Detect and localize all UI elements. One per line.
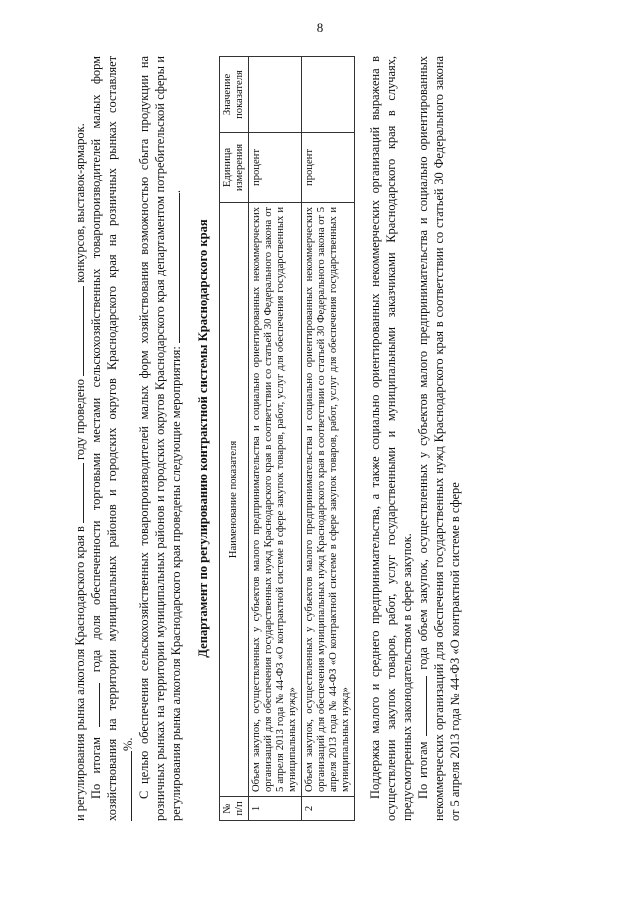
table-header-row [220,57,249,821]
bottom-paragraph-1: Поддержка малого и среднего предпринимательства, а также социально ориентированных некоммерческих организаций выражена в осуществлении закупок товаров, работ, услуг государственными и муниципальными заказчиками Краснодарского края в случаях, предусмотренных законодательством в сфере закупок. [368,56,414,821]
intro-text-1b: году проведено [73,379,87,460]
intro-paragraph-2 [88,56,136,821]
bottom-text-2a: По итогам [416,741,430,799]
intro-text-1c: конкурсов, выставок-ярмарок. [73,123,87,283]
blank-year-field-3 [416,676,427,736]
blank-measures-field [169,193,180,343]
header-unit: Единица измерения [220,133,249,203]
row-number: 2 [302,797,355,821]
row-value [249,57,302,133]
row-unit: процент [249,133,302,203]
intro-text-1: и регулирования рынка алкоголя Краснодарского края в [73,526,87,821]
row-number: 1 [249,797,302,821]
intro-text-2a: По итогам [89,737,103,799]
department-title: Департамент по регулированию контрактной системы Краснодарского края [196,219,210,658]
bottom-text-2b: года объем закупок, осуществленных у субъектов малого предпринимательства и социально ориентированных некоммерческих организаций для обеспечения государственных нужд Краснодарского края в соответствии со статьей 30 Федерального закона от 5 апреля 2013 года № 44-ФЗ «О контрактной системе в сфере [416,56,462,821]
header-value: Значение показателя [220,57,249,133]
intro-text-3: С целью обеспечения сельскохозяйственных товаропроизводителей малых форм хозяйствования возможностью сбыта продукции на розничных рынках на территории муниципальных районов и городских округов Краснодарского края департаментом потребительской сферы и регулирования рынка алкоголя Краснодарского края проведены следующие мероприятия: [137,56,183,821]
intro-paragraph-1 [72,56,88,821]
blank-count-field [73,286,84,376]
blank-percent-field [121,751,132,821]
table-row [249,57,302,821]
blank-year-field [73,463,84,523]
row-unit: процент [302,133,355,203]
row-indicator-name: Объем закупок, осуществленных у субъектов малого предпринимательства и социально ориентированных некоммерческих организаций для обеспечения государственных нужд Краснодарского края в соответствии со статьей 30 Федерального закона от 5 апреля 2013 года № 44-ФЗ «О контрактной системе в сфере закупок товаров, работ, услуг для обеспечения государственных и муниципальных нужд» [249,203,302,797]
header-indicator-name: Наименование показателя [220,203,249,797]
header-number: № п/п [220,797,249,821]
row-indicator-name: Объем закупок, осуществленных у субъектов малого предпринимательства и социально ориентированных некоммерческих организаций для обеспечения муниципальных нужд Краснодарского края в соответствии со статьей 30 Федерального закона от 5 апреля 2013 года № 44-ФЗ «О контрактной системе в сфере закупок товаров, работ, услуг для обеспечения государственных и муниципальных нужд» [302,203,355,797]
intro-text-3b: . [169,189,183,194]
intro-paragraph-3 [136,56,184,821]
indicators-table [219,56,355,821]
row-value [302,57,355,133]
intro-text-2c: %. [121,737,135,751]
page-number: 8 [316,20,324,35]
intro-text-2b: года доля обеспеченности торговыми местами сельскохозяйственных товаропроизводителей малых форм хозяйствования на территории муниципальных районов и городских округов Краснодарского края на розничных рынках составляет [89,56,119,821]
rotated-page-content [72,56,577,821]
bottom-paragraph-2 [415,56,463,821]
blank-year-field-2 [89,683,100,727]
table-row [302,57,355,821]
